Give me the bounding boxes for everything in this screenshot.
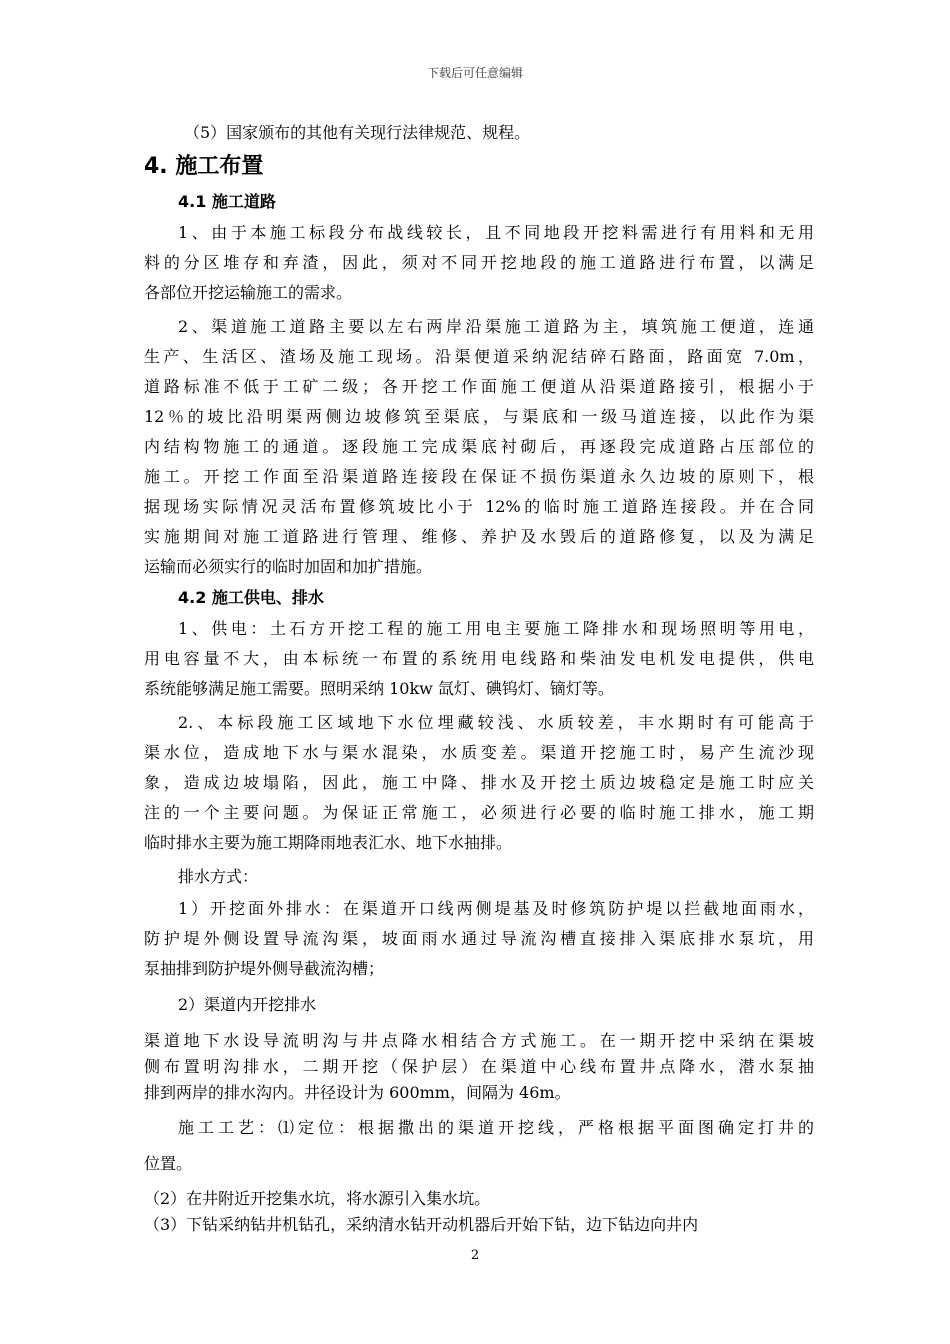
paragraph-line: 生产、生活区、渣场及施工现场。沿渠便道采纳泥结碎石路面，路面宽 7.0m， bbox=[144, 347, 814, 366]
subsection-heading-4-1: 4.1 施工道路 bbox=[178, 192, 276, 211]
paragraph-line: 内结构物施工的通道。逐段施工完成渠底衬砌后，再逐段完成道路占压部位的 bbox=[144, 437, 814, 456]
paragraph-line: 用电容量不大，由本标统一布置的系统用电线路和柴油发电机发电提供，供电 bbox=[144, 649, 814, 668]
paragraph-line: 实施期间对施工道路进行管理、维修、养护及水毁后的道路修复，以及为满足 bbox=[144, 527, 814, 546]
paragraph-line: 料的分区堆存和弃渣，因此，须对不同开挖地段的施工道路进行布置，以满足 bbox=[144, 253, 814, 272]
subsection-heading-4-2: 4.2 施工供电、排水 bbox=[178, 588, 324, 607]
section-heading-4: 4. 施工布置 bbox=[144, 154, 264, 179]
process-step-3: （3）下钻采纳钻井机钻孔，采纳清水钻开动机器后开始下钻，边下钻边向井内 bbox=[144, 1215, 699, 1234]
paragraph-line: 临时排水主要为施工期降雨地表汇水、地下水抽排。 bbox=[144, 833, 513, 852]
paragraph-line: 施工。开挖工作面至沿渠道路连接段在保证不损伤渠道永久边坡的原则下，根 bbox=[144, 467, 814, 486]
paragraph-line: 1、供电：土石方开挖工程的施工用电主要施工降排水和现场照明等用电， bbox=[178, 619, 814, 638]
paragraph-line: 各部位开挖运输施工的需求。 bbox=[144, 283, 353, 302]
page-number: 2 bbox=[470, 1248, 480, 1263]
paragraph-line: 道路标准不低于工矿二级；各开挖工作面施工便道从沿渠道路接引，根据小于 bbox=[144, 377, 814, 396]
process-step-2: （2）在井附近开挖集水坑，将水源引入集水坑。 bbox=[144, 1189, 491, 1208]
paragraph-line: 位置。 bbox=[144, 1154, 193, 1173]
page-header: 下载后可任意编辑 bbox=[426, 66, 523, 80]
paragraph-line: 据现场实际情况灵活布置修筑坡比小于 12%的临时施工道路连接段。并在合同 bbox=[144, 497, 814, 516]
paragraph-line: 注的一个主要问题。为保证正常施工，必须进行必要的临时施工排水，施工期 bbox=[144, 803, 814, 822]
paragraph-line: 系统能够满足施工需要。照明采纳 10kw 氙灯、碘钨灯、镝灯等。 bbox=[144, 679, 614, 698]
paragraph-line: 2.、本标段施工区域地下水位埋藏较浅、水质较差，丰水期时有可能高于 bbox=[178, 713, 814, 732]
paragraph-drainage-intro bbox=[144, 708, 814, 858]
paragraph-line: 12％的坡比沿明渠两侧边坡修筑至渠底，与渠底和一级马道连接，以此作为渠 bbox=[144, 407, 814, 426]
paragraph-line: 防护堤外侧设置导流沟渠，坡面雨水通过导流沟槽直接排入渠底排水泵坑，用 bbox=[144, 929, 814, 948]
paragraph-line: 1）开挖面外排水：在渠道开口线两侧堤基及时修筑防护堤以拦截地面雨水， bbox=[178, 899, 814, 918]
paragraph-line: 2、渠道施工道路主要以左右两岸沿渠施工道路为主，填筑施工便道，连通 bbox=[178, 317, 814, 336]
paragraph-outer-drainage bbox=[144, 894, 814, 984]
paragraph-line: 渠道地下水设导流明沟与井点降水相结合方式施工。在一期开挖中采纳在渠坡 bbox=[144, 1031, 814, 1050]
paragraph-process bbox=[144, 1110, 814, 1182]
inner-drainage-label: 2）渠道内开挖排水 bbox=[178, 995, 317, 1014]
paragraph-road-1 bbox=[144, 218, 814, 308]
document-body bbox=[144, 118, 814, 1238]
paragraph-line: 象，造成边坡塌陷，因此，施工中降、排水及开挖土质边坡稳定是施工时应关 bbox=[144, 773, 814, 792]
paragraph-road-2 bbox=[144, 312, 814, 582]
drainage-method-label: 排水方式： bbox=[178, 867, 259, 886]
paragraph-line: 渠水位，造成地下水与渠水混染，水质变差。渠道开挖施工时，易产生流沙现 bbox=[144, 743, 814, 762]
paragraph-line: 泵抽排到防护堤外侧导截流沟槽； bbox=[144, 959, 385, 978]
paragraph-line: 施工工艺：⑴定位：根据撒出的渠道开挖线，严格根据平面图确定打井的 bbox=[178, 1118, 814, 1137]
list-item-5: （5）国家颁布的其他有关现行法律规范、规程。 bbox=[184, 123, 531, 142]
paragraph-line: 1、由于本施工标段分布战线较长，且不同地段开挖料需进行有用料和无用 bbox=[178, 223, 814, 242]
paragraph-groundwater bbox=[144, 1028, 814, 1106]
paragraph-power bbox=[144, 614, 814, 704]
paragraph-line: 运输而必须实行的临时加固和加扩措施。 bbox=[144, 557, 433, 576]
paragraph-line: 排到两岸的排水沟内。井径设计为 600mm，间隔为 46m。 bbox=[144, 1083, 571, 1102]
paragraph-line: 侧布置明沟排水，二期开挖（保护层）在渠道中心线布置井点降水，潜水泵抽 bbox=[144, 1057, 814, 1076]
